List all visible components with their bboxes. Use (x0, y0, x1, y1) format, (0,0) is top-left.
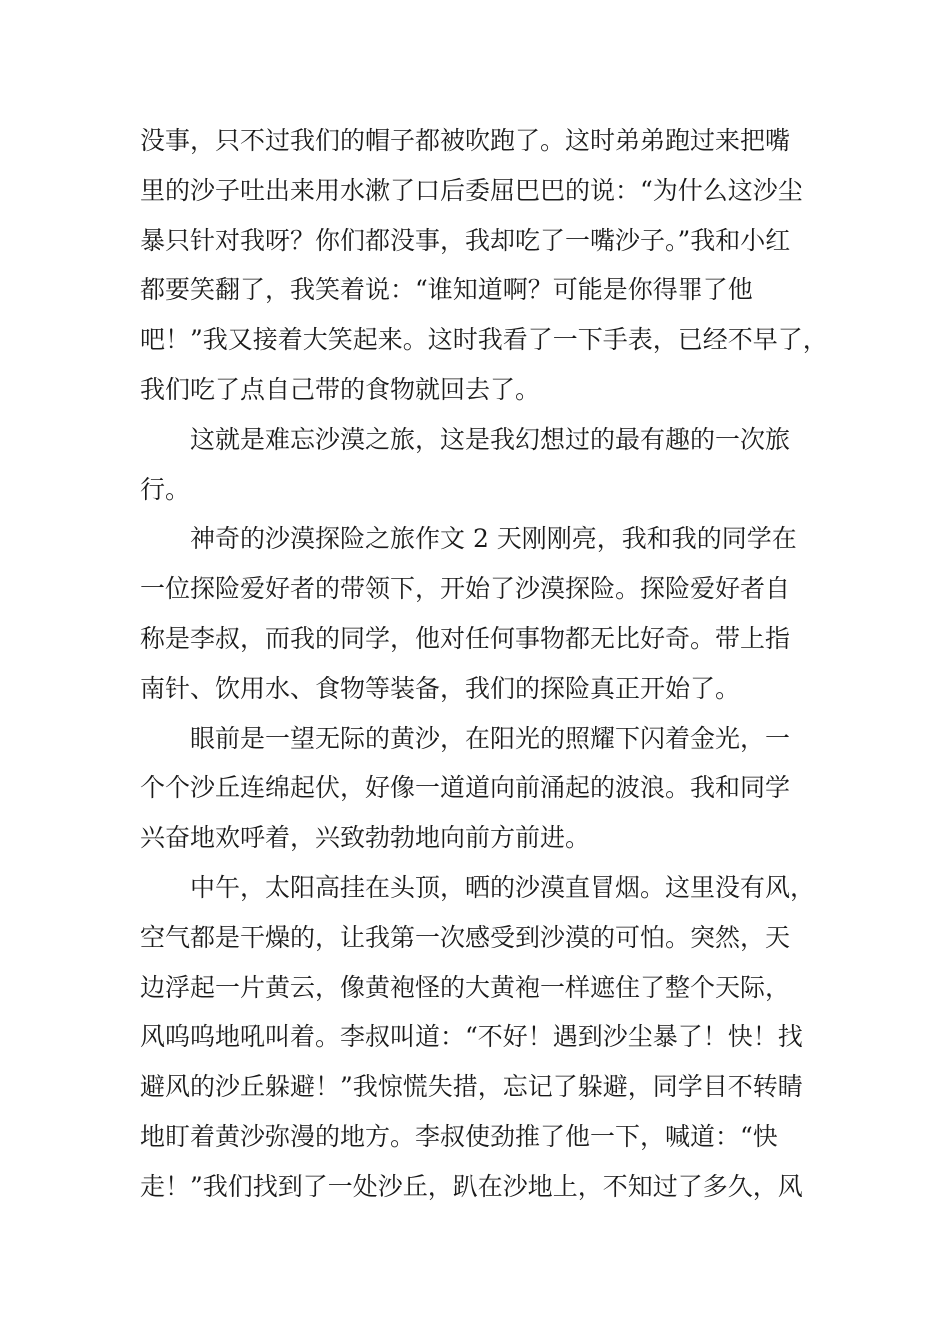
paragraph-first-line: 眼前是一望无际的黄沙，在阳光的照耀下闪着金光，一 (190, 723, 791, 753)
paragraph-first-line: 神奇的沙漠探险之旅作文 2 天刚刚亮，我和我的同学在 (190, 524, 797, 554)
text-line: 走！”我们找到了一处沙丘，趴在沙地上，不知过了多久，风 (140, 1171, 803, 1201)
text-line: 个个沙丘连绵起伏，好像一道道向前涌起的波浪。我和同学 (140, 773, 791, 803)
text-line: 我们吃了点自己带的食物就回去了。 (140, 374, 541, 404)
text-line: 行。 (140, 474, 191, 504)
text-line: 吧！”我又接着大笑起来。这时我看了一下手表，已经不早了， (140, 325, 828, 355)
text-line: 都要笑翻了，我笑着说：“谁知道啊？可能是你得罪了他 (140, 275, 753, 305)
text-line: 空气都是干燥的，让我第一次感受到沙漠的可怕。突然，天 (140, 922, 791, 952)
text-line: 南针、饮用水、食物等装备，我们的探险真正开始了。 (140, 673, 741, 703)
text-line: 地盯着黄沙弥漫的地方。李叔使劲推了他一下，喊道：“快 (140, 1121, 778, 1151)
text-line: 没事，只不过我们的帽子都被吹跑了。这时弟弟跑过来把嘴 (140, 126, 791, 155)
text-line: 里的沙子吐出来用水漱了口后委屈巴巴的说：“为什么这沙尘 (140, 175, 803, 205)
document-body (140, 116, 840, 1212)
text-line: 暴只针对我呀？你们都没事，我却吃了一嘴沙子。”我和小红 (140, 225, 791, 255)
paragraph-first-line: 中午，太阳高挂在头顶，晒的沙漠直冒烟。这里没有风， (190, 872, 816, 902)
text-line: 边浮起一片黄云，像黄袍怪的大黄袍一样遮住了整个天际， (140, 972, 791, 1002)
text-line: 避风的沙丘躲避！”我惊慌失措，忘记了躲避，同学目不转睛 (140, 1072, 803, 1102)
text-line: 称是李叔，而我的同学，他对任何事物都无比好奇。带上指 (140, 623, 791, 653)
text-line: 兴奋地欢呼着，兴致勃勃地向前方前进。 (140, 823, 591, 853)
paragraph-first-line: 这就是难忘沙漠之旅，这是我幻想过的最有趣的一次旅 (190, 424, 791, 454)
text-line: 风呜呜地吼叫着。李叔叫道：“不好！遇到沙尘暴了！快！找 (140, 1022, 803, 1052)
text-line: 一位探险爱好者的带领下，开始了沙漠探险。探险爱好者自 (140, 574, 791, 604)
